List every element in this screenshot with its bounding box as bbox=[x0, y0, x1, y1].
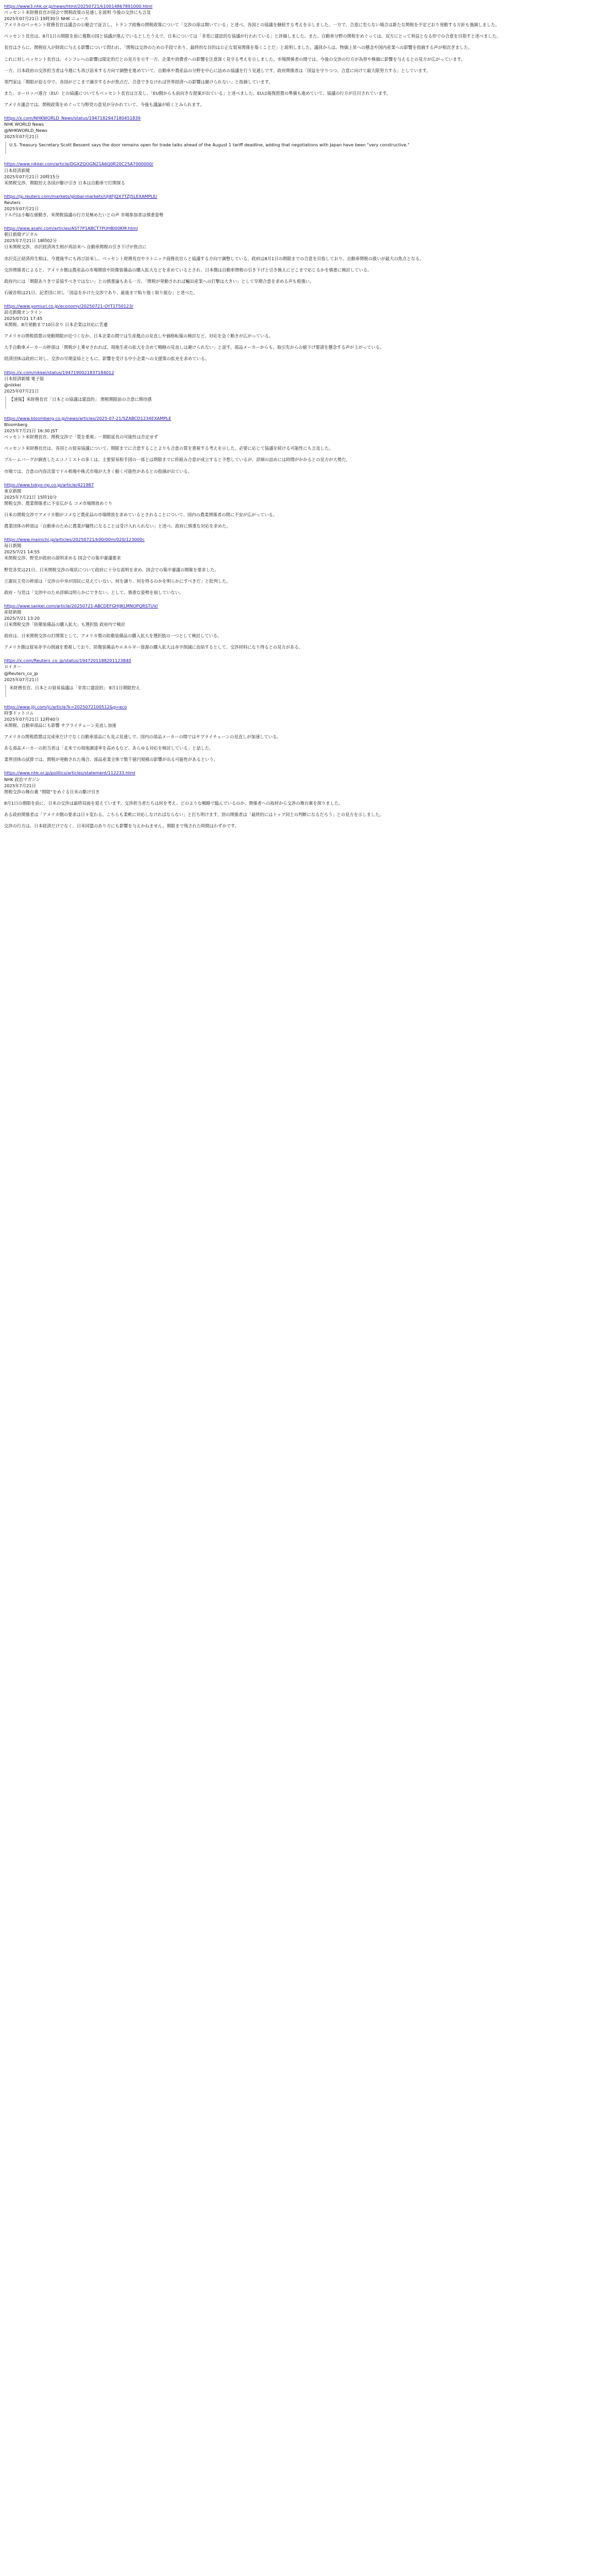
paragraph: 日米関税交渉、赤沢経済再生相が再訪米へ 自動車関税の引き下げが焦点に bbox=[4, 244, 147, 250]
article-entry bbox=[4, 702, 592, 763]
paragraph: これに対しベッセント長官は、インフレへの影響は限定的だとの見方を示す一方、企業や消費者への影響を注意深く見守る考えを示しました。市場関係者の間では、今後の交渉の行方が為替や株価に影響を与えるとの見方が広がっています。 bbox=[4, 56, 466, 62]
source-name: ロイター bbox=[4, 664, 21, 670]
article-entry bbox=[4, 113, 592, 154]
paragraph: 関税交渉、農業関係者に不安広がる コメ市場開放めぐり bbox=[4, 500, 113, 506]
paragraph: 米関税交渉、期限控え各国が駆け引き 日本は自動車で打開探る bbox=[4, 180, 125, 185]
paragraph: また、ヨーロッパ連合（EU）との協議についてもベッセント長官は言及し、「EU側からも前向きな提案が出ている」と述べました。EUは報復措置の準備も進めていて、協議の行方が注目されています。 bbox=[4, 90, 391, 96]
source-meta: @NHKWORLD_News bbox=[4, 128, 47, 133]
article-entry bbox=[4, 3, 592, 108]
source-link[interactable]: https://www.tokyo-np.co.jp/article/421987 bbox=[4, 482, 94, 487]
source-link[interactable]: https://www.nikkei.com/article/DGXZQOGN21A6Q0R20C25A7000000/ bbox=[4, 161, 154, 167]
paragraph: U.S. Treasury Secretary Scott Bessent says the door remains open for trade talks ahead of the August 1 tariff deadline, adding that negotiations with Japan have been "very constructive." bbox=[9, 142, 410, 148]
paragraph: 米関税、8月発動まで10日余り 日本企業は対応に苦慮 bbox=[4, 322, 108, 328]
paragraph: 8月1日の期限を前に、日米の交渉は最終局面を迎えています。交渉担当者たちは何を考え、どのような戦略で臨んでいるのか。関係者への取材から交渉の舞台裏を探りました。 bbox=[4, 800, 343, 806]
source-meta: 2025年07月21日 12時40分 bbox=[4, 716, 60, 722]
paragraph: 米関税、自動車部品にも影響 サプライチェーン見直し加速 bbox=[4, 723, 116, 728]
quote-bar bbox=[5, 142, 6, 154]
paragraph: ある部品メーカーの担当者は「北米での現地調達率を高めるなど、あらゆる対応を検討している」と話した。 bbox=[4, 745, 214, 751]
article-entry bbox=[4, 601, 592, 651]
paragraph: 政府は、日米関税交渉の打開策として、アメリカ製の防衛装備品の購入拡大を選択肢の一つとして検討している。 bbox=[4, 633, 222, 639]
entry-body bbox=[9, 142, 410, 153]
source-link[interactable]: https://www.asahi.com/articles/AST7P1ABCT7PUHBI00KM.html bbox=[4, 226, 138, 231]
embedded-post bbox=[4, 142, 592, 154]
paragraph: ベッセント米財務長官は、各国との貿易協議について、期限までに合意することよりも合意の質を重視する考えを示した。必要に応じて協議を続ける可能性にも言及した。 bbox=[4, 446, 333, 451]
source-meta: 2025年07月21日 bbox=[4, 134, 39, 140]
paragraph: 立憲民主党の幹部は「交渉の中身が国民に見えていない。何を譲り、何を得るのかを明らかにすべきだ」と批判した。 bbox=[4, 578, 231, 584]
entry-body bbox=[9, 685, 140, 696]
paragraph: 関税交渉の舞台裏 “期限”をめぐる日米の駆け引き bbox=[4, 789, 100, 794]
source-meta: 2025年7月21日 18時02分 bbox=[4, 238, 57, 244]
paragraph: 交渉の行方は、日本経済だけでなく、日米同盟のあり方にも影響を与えかねません。期限まで残された時間はわずかです。 bbox=[4, 823, 240, 828]
source-name: Bloomberg bbox=[4, 422, 28, 428]
entry-body bbox=[4, 212, 592, 218]
paragraph: 日米の関税交渉でアメリカ側がコメなど農産品の市場開放を求めているとされることについて、国内の農業関係者の間に不安が広がっている。 bbox=[4, 512, 278, 517]
paragraph: 業界団体の試算では、関税が発動された場合、部品産業全体で数千億円規模の影響が出る可能性があるという。 bbox=[4, 757, 218, 762]
entry-body bbox=[4, 434, 592, 474]
paragraph: 赤沢亮正経済再生相は、今週後半にも再び訪米し、ベッセント財務長官やラトニック商務長官らと協議する方向で調整している。政府は8月1日の期限までの合意を目指しており、自動車関税の扱いが最大の焦点となる。 bbox=[4, 256, 424, 261]
paragraph: 交渉関係者によると、アメリカ側は農産品の市場開放や防衛装備品の購入拡大などを求めているとされ、日本側は自動車関税の引き下げと引き換えにどこまで応じるかを慎重に検討している。 bbox=[4, 267, 372, 273]
source-link[interactable]: https://www.sankei.com/article/20250721-ABCDEFGHIJKLMNOPQRSTUV/ bbox=[4, 603, 158, 608]
article-entry bbox=[4, 768, 592, 829]
article-entry bbox=[4, 655, 592, 697]
source-meta: 2025年7月21日 bbox=[4, 783, 36, 788]
paragraph: 大手自動車メーカーの幹部は「関税が上乗せされれば、現地生産の拡大を含めて戦略の見直しは避けられない」と話す。部品メーカーからも、取引先からの値下げ要請を懸念する声が上がっている。 bbox=[4, 345, 384, 350]
source-link[interactable]: https://www.jiji.com/jc/article?k=2025072100512&g=eco bbox=[4, 704, 127, 709]
paragraph: 一方、日本政府の交渉担当者は今週にも再び訪米する方向で調整を進めていて、自動車や農産品の分野を中心に詰めの協議を行う見通しです。政府関係者は「国益を守りつつ、合意に向けて最大限努力する」としています。 bbox=[4, 67, 431, 73]
paragraph: 米財務長官、日本との貿易協議は「非常に建設的」 8月1日期限控え bbox=[9, 685, 140, 690]
source-link[interactable]: https://www.mainichi.jp/articles/20250721/k00/00m/020/123000c bbox=[4, 537, 145, 543]
source-name: ベッセント米財務長官が国会で関税政策の見通しを説明 今後の交渉にも言及 bbox=[4, 10, 151, 15]
entry-body bbox=[4, 789, 592, 829]
source-link[interactable]: https://x.com/Reuters_co_jp/status/1947201188201123840 bbox=[4, 658, 131, 664]
source-meta: 2025/7/21 14:55 bbox=[4, 549, 40, 555]
paragraph: ドル円は小幅な値動き、米関税協議の行方見極めたいとの声 市場参加者は慎重姿勢 bbox=[4, 212, 164, 218]
paragraph: アメリカ議会では、関税政策をめぐって与野党の意見が分かれていて、今後も議論が続くとみられます。 bbox=[4, 101, 205, 107]
source-name: 東京新聞 bbox=[4, 488, 22, 494]
article-entry bbox=[4, 301, 592, 362]
paragraph: 米関税交渉、野党が政府の説明求める 国会での集中審議要求 bbox=[4, 555, 121, 561]
entry-body bbox=[4, 555, 592, 595]
source-name: 読売新聞オンライン bbox=[4, 310, 43, 315]
paragraph: アメリカの関税措置は完成車だけでなく自動車部品にも及ぶ見通しで、国内の部品メーカーの間ではサプライチェーンの見直しが加速している。 bbox=[4, 734, 281, 740]
source-meta: 2025年7月21日 16:30 JST bbox=[4, 428, 58, 434]
paragraph: 野党各党は21日、日米関税交渉の現状について政府に十分な説明を求め、国会での集中審議の開催を要求した。 bbox=[4, 567, 219, 572]
article-entry bbox=[4, 159, 592, 185]
source-link[interactable]: https://www.nhk.or.jp/politics/articles/statement/112233.html bbox=[4, 770, 135, 776]
source-meta: 2025年07月21日 20時15分 bbox=[4, 174, 60, 179]
entry-body bbox=[4, 244, 592, 295]
source-meta: 2025年07月21日 bbox=[4, 388, 39, 394]
source-name: NHK WORLD News bbox=[4, 122, 44, 127]
embedded-post bbox=[4, 396, 592, 409]
article-entry bbox=[4, 413, 592, 474]
quote-bar bbox=[5, 685, 6, 697]
source-name: 時事ドットコム bbox=[4, 710, 34, 716]
embedded-post bbox=[4, 685, 592, 697]
source-link[interactable]: https://jp.reuters.com/markets/global-markets/UJ4FJQX7TZJ5LEXAMPLE/ bbox=[4, 193, 158, 199]
source-meta: 2025/7/21 13:20 bbox=[4, 616, 40, 621]
article-entry bbox=[4, 223, 592, 296]
paragraph: ベッセント長官は、8月1日の期限を前に複数の国と協議が進んでいるとしたうえで、日本については「非常に建設的な協議が行われている」と評価しました。また、自動車分野の関税をめぐっては、双方にとって利益となる形での合意を目指すと述べました。 bbox=[4, 33, 501, 39]
paragraph: 日米関税交渉「防衛装備品の購入拡大」も選択肢 政府内で検討 bbox=[4, 622, 125, 628]
entry-body bbox=[4, 180, 592, 186]
paragraph: 農業団体の幹部は「自動車のために農業が犠牲になることは受け入れられない」と述べ、政府に慎重な対応を求めた。 bbox=[4, 523, 231, 529]
source-meta: 2025年7月21日 15時10分 bbox=[4, 494, 57, 500]
source-name: 毎日新聞 bbox=[4, 543, 22, 549]
source-link[interactable]: https://www3.nhk.or.jp/news/html/20250721/k10014867891000.html bbox=[4, 4, 152, 9]
paragraph: アメリカのベッセント財務長官は議会の公聴会で証言し、トランプ政権の関税政策について「交渉の扉は開いている」と述べ、各国との協議を継続する考えを示しました。一方で、合意に至らない場合は新たな関税を予定どおり発動する方針も強調しました。 bbox=[4, 22, 500, 28]
document-body bbox=[4, 3, 592, 829]
entry-body bbox=[4, 321, 592, 362]
source-meta: 2025年07月21日 19時30分 NHK ニュース bbox=[4, 16, 89, 22]
paragraph: ブルームバーグが調査したエコノミストの多くは、主要貿易相手国の一部とは期限までに枠組み合意が成立すると予想しているが、詳細の詰めには時間がかかるとの見方が大勢だ。 bbox=[4, 457, 350, 463]
entry-body bbox=[4, 500, 592, 529]
source-name: Reuters bbox=[4, 199, 21, 205]
quote-bar bbox=[5, 396, 6, 409]
article-entry bbox=[4, 191, 592, 218]
article-entry bbox=[4, 367, 592, 409]
source-name: NHK 政治マガジン bbox=[4, 776, 41, 782]
paragraph: 市場では、合意の内容次第でドル相場や株式市場が大きく動く可能性があるとの指摘が出ている。 bbox=[4, 468, 192, 474]
paragraph: 【速報】米財務長官「日本との協議は建設的」 関税期限前の合意に期待感 bbox=[9, 396, 152, 402]
source-meta: 2025/07/21 17:45 bbox=[4, 316, 43, 321]
paragraph: 政府・与党は「交渉中のため詳細は明らかにできない」として、慎重な姿勢を崩していない。 bbox=[4, 589, 184, 595]
source-name: 産経新聞 bbox=[4, 609, 22, 615]
entry-body bbox=[4, 621, 592, 650]
paragraph: ある政府関係者は「アメリカ側の要求は日々変わる。こちらも柔軟に対応しなければならない」と打ち明けます。別の関係者は「最終的にはトップ同士の判断になるだろう」との見方を示しました。 bbox=[4, 811, 384, 817]
source-name: 日本経済新聞 電子版 bbox=[4, 376, 44, 381]
paragraph: 経済団体は政府に対し、交渉の早期妥結とともに、影響を受ける中小企業への支援策の拡充を求めている。 bbox=[4, 356, 210, 362]
paragraph: 石破首相は21日、記者団に対し「国益をかけた交渉であり、最後まで粘り強く取り組む」と述べた。 bbox=[4, 290, 198, 295]
paragraph: アメリカの関税措置の発動期限が近づくなか、日本企業の間では生産拠点の見直しや価格転嫁の検討など、対応を急ぐ動きが広がっている。 bbox=[4, 333, 274, 339]
paragraph: 長官はさらに、関税収入が財政に与える影響について問われ、「関税は交渉のための手段であり、最終的な目的は公正な貿易関係を築くことだ」と説明しました。議員からは、物価上昇への懸念や国内産業への影響を指摘する声が相次ぎました。 bbox=[4, 45, 472, 50]
source-link[interactable]: https://x.com/nikkei/status/1947190021837184012 bbox=[4, 369, 114, 375]
source-link[interactable]: https://www.bloomberg.co.jp/news/articles/2025-07-21/SZABCD1234EXAMPLE bbox=[4, 415, 172, 421]
entry-body bbox=[4, 722, 592, 762]
entry-body bbox=[9, 396, 151, 408]
article-entry bbox=[4, 480, 592, 530]
source-meta: @nikkei bbox=[4, 382, 21, 387]
article-entry bbox=[4, 534, 592, 596]
entry-body bbox=[4, 22, 592, 108]
source-name: 日本経済新聞 bbox=[4, 167, 30, 173]
paragraph: アメリカ側は貿易赤字の削減を重視しており、防衛装備品やエネルギー資源の購入拡大は赤字削減に直結するとして、交渉材料になり得るとの見方がある。 bbox=[4, 645, 303, 650]
paragraph: 政府内には「期限ありきで妥協すべきではない」との慎重論もある一方、「関税が発動されれば輸出産業への打撃は大きい」として早期合意を求める声も根強い。 bbox=[4, 278, 314, 284]
paragraph: 専門家は「期限が迫る中で、各国がどこまで譲歩するかが焦点だ。合意できなければ世界経済への影響は避けられない」と指摘しています。 bbox=[4, 79, 273, 84]
source-link[interactable]: https://x.com/NHKWORLD_News/status/1947182947180451839 bbox=[4, 115, 141, 121]
source-meta: 2025年07月21日 bbox=[4, 676, 39, 682]
source-meta: 2025年07月21日 bbox=[4, 206, 39, 211]
source-meta: @Reuters_co_jp bbox=[4, 670, 38, 676]
source-name: 朝日新聞デジタル bbox=[4, 232, 38, 238]
source-link[interactable]: https://www.yomiuri.co.jp/economy/20250721-OYT1T50123/ bbox=[4, 303, 133, 309]
paragraph: ベッセント米財務長官、関税交渉で「質を重視」－期限延長の可能性は否定せず bbox=[4, 434, 158, 440]
